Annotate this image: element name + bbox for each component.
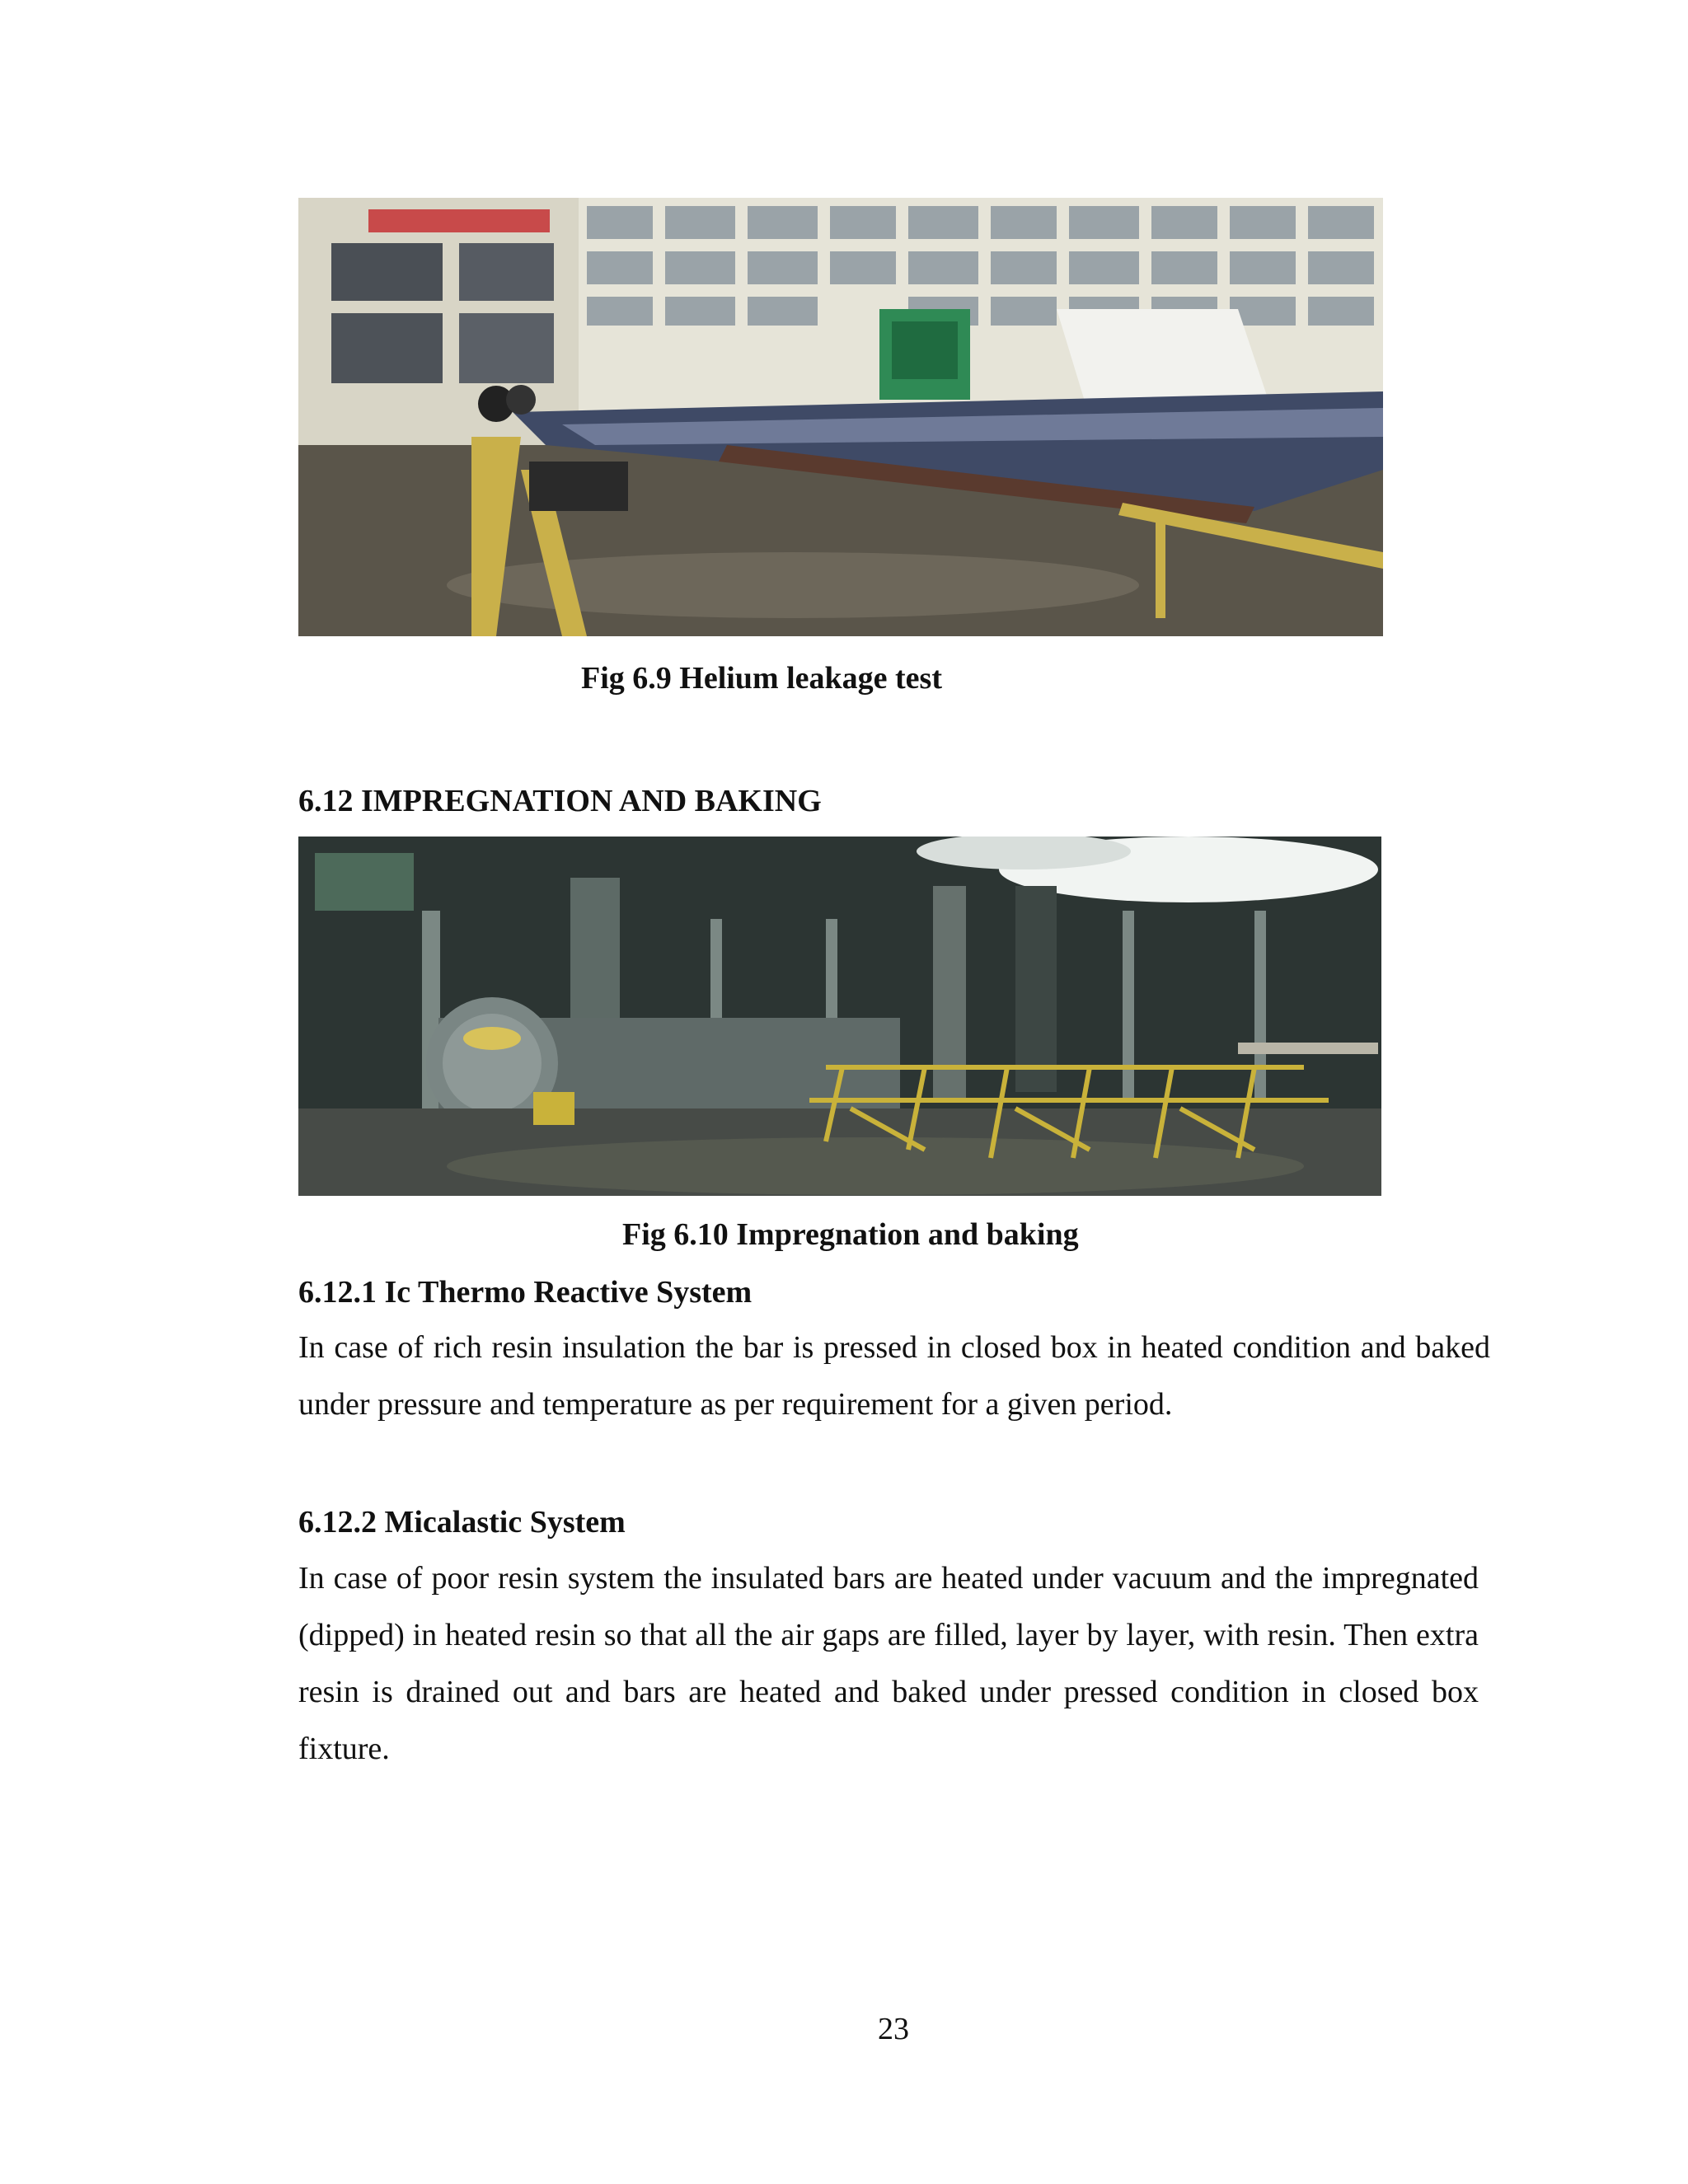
- figure-caption: Fig 6.9 Helium leakage test: [581, 661, 942, 696]
- subsection-heading: 6.12.1 Ic Thermo Reactive System: [298, 1275, 753, 1310]
- impregnation-baking-photo: [298, 837, 1381, 1196]
- helium-leakage-test-photo: [298, 198, 1383, 636]
- figure-caption: Fig 6.10 Impregnation and baking: [622, 1217, 1079, 1252]
- body-paragraph: In case of rich resin insulation the bar is pressed in closed box in heated condition and baked under pressure and temperature as per requirement for a given period.: [298, 1330, 1490, 1422]
- section-heading: 6.12 IMPREGNATION AND BAKING: [298, 784, 822, 818]
- page-number: 23: [878, 2012, 909, 2046]
- subsection-heading: 6.12.2 Micalastic System: [298, 1505, 626, 1540]
- body-paragraph: In case of poor resin system the insulated bars are heated under vacuum and the impregnated (dipped) in heated resin so that all the air gaps are filled, layer by layer, with resin. Then extra resin is drained out and bars are heated and baked under pressed condition in closed box fixture.: [298, 1561, 1479, 1766]
